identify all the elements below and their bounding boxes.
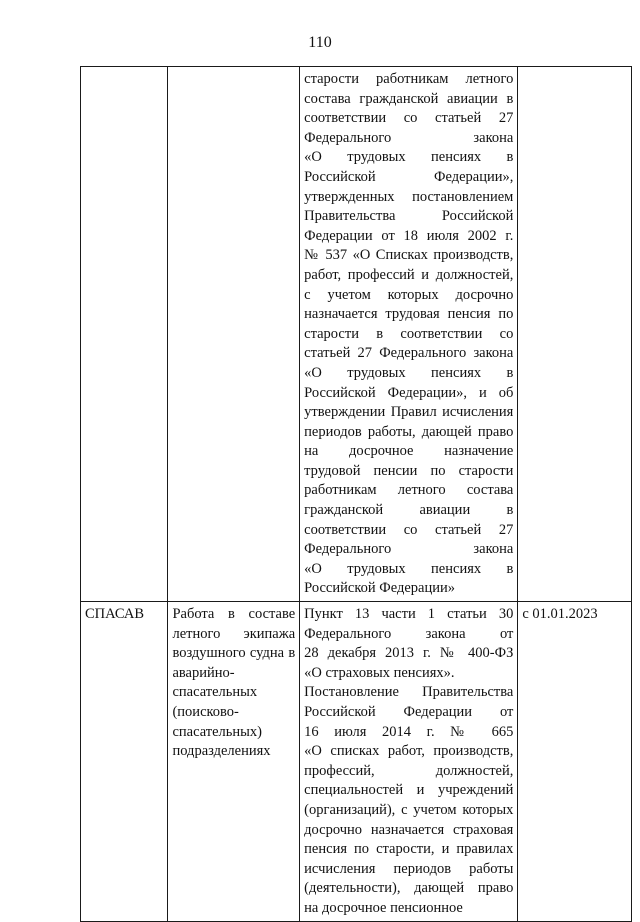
- text-line: соответствии со статьей 27: [304, 521, 514, 538]
- legal-basis-cell: [300, 602, 518, 922]
- text-line: Российской Федерации»,: [304, 168, 514, 185]
- text-line: работникам летного состава: [304, 482, 514, 499]
- text-line: № 537 «О Списках производств,: [304, 247, 514, 264]
- text-line: утверждении Правил исчисления: [304, 404, 514, 421]
- work-description-cell: [168, 67, 300, 602]
- text-line: летного экипажа: [172, 625, 296, 642]
- legal-basis-cell: [300, 67, 518, 602]
- legal-basis-text: [304, 70, 513, 599]
- effective-date-cell: [518, 67, 632, 602]
- text-line: Постановление Правительства: [304, 684, 514, 701]
- code-cell: [81, 67, 168, 602]
- text-line: Правительства Российской: [304, 208, 514, 225]
- text-line: спасательных: [172, 684, 258, 701]
- text-line: Российской Федерации», и об: [304, 384, 514, 401]
- text-line: (поисково-: [172, 704, 239, 720]
- text-line: старости работникам летного: [304, 71, 514, 87]
- legal-basis-text: [304, 605, 513, 919]
- table-row: [81, 602, 632, 922]
- text-line: Российской Федерации от: [304, 704, 514, 720]
- text-line: «О страховых пенсиях».: [304, 664, 455, 681]
- text-line: профессий, должностей,: [304, 762, 514, 779]
- text-line: Федерации от 18 июля 2002 г.: [304, 227, 514, 244]
- work-description-text: [172, 605, 295, 762]
- text-line: периодов работы, дающей право: [304, 423, 514, 440]
- page-number: 110: [308, 34, 332, 51]
- code-cell: СПАСАВ: [81, 602, 168, 922]
- text-line: досрочно назначается страховая: [304, 821, 514, 838]
- effective-date-cell: с 01.01.2023: [518, 602, 632, 922]
- text-line: Пункт 13 части 1 статьи 30: [304, 606, 514, 623]
- text-line: Работа в составе: [172, 606, 296, 623]
- text-line: специальностей и учреждений: [304, 782, 514, 799]
- text-line: с учетом которых досрочно: [304, 286, 514, 303]
- text-line: статьей 27 Федерального закона: [304, 345, 514, 362]
- text-line: утвержденных постановлением: [304, 188, 514, 205]
- text-line: «О трудовых пенсиях в: [304, 149, 514, 166]
- text-line: исчисления периодов работы: [304, 860, 514, 877]
- text-line: подразделениях: [172, 743, 271, 760]
- work-description-cell: [168, 602, 300, 922]
- text-line: на досрочное пенсионное: [304, 899, 463, 916]
- text-line: воздушного судна в: [172, 645, 296, 662]
- text-line: Федерального закона: [304, 129, 514, 146]
- text-line: 28 декабря 2013 г. № 400-ФЗ: [304, 645, 514, 662]
- text-line: Федерального закона: [304, 541, 514, 558]
- text-line: гражданской авиации в: [304, 502, 514, 519]
- text-line: «О трудовых пенсиях в: [304, 560, 514, 577]
- text-line: на досрочное назначение: [304, 443, 514, 460]
- text-line: спасательных): [172, 723, 262, 740]
- text-line: аварийно-: [172, 664, 235, 681]
- text-line: назначается трудовая пенсия по: [304, 306, 514, 323]
- text-line: состава гражданской авиации в: [304, 90, 514, 107]
- text-line: соответствии со статьей 27: [304, 110, 514, 127]
- text-line: 16 июля 2014 г. № 665: [304, 723, 514, 740]
- table-row: [81, 67, 632, 602]
- text-line: «О трудовых пенсиях в: [304, 364, 514, 381]
- pension-list-table: [80, 66, 632, 922]
- text-line: (деятельности), дающей право: [304, 880, 514, 897]
- text-line: трудовой пенсии по старости: [304, 462, 514, 479]
- text-line: «О списках работ, производств,: [304, 743, 514, 760]
- text-line: старости в соответствии со: [304, 325, 514, 342]
- text-line: пенсия по старости, и правилах: [304, 841, 514, 858]
- text-line: (организаций), с учетом которых: [304, 801, 514, 818]
- text-line: Федерального закона от: [304, 625, 514, 642]
- text-line: работ, профессий и должностей,: [304, 266, 514, 283]
- text-line: Российской Федерации»: [304, 580, 455, 597]
